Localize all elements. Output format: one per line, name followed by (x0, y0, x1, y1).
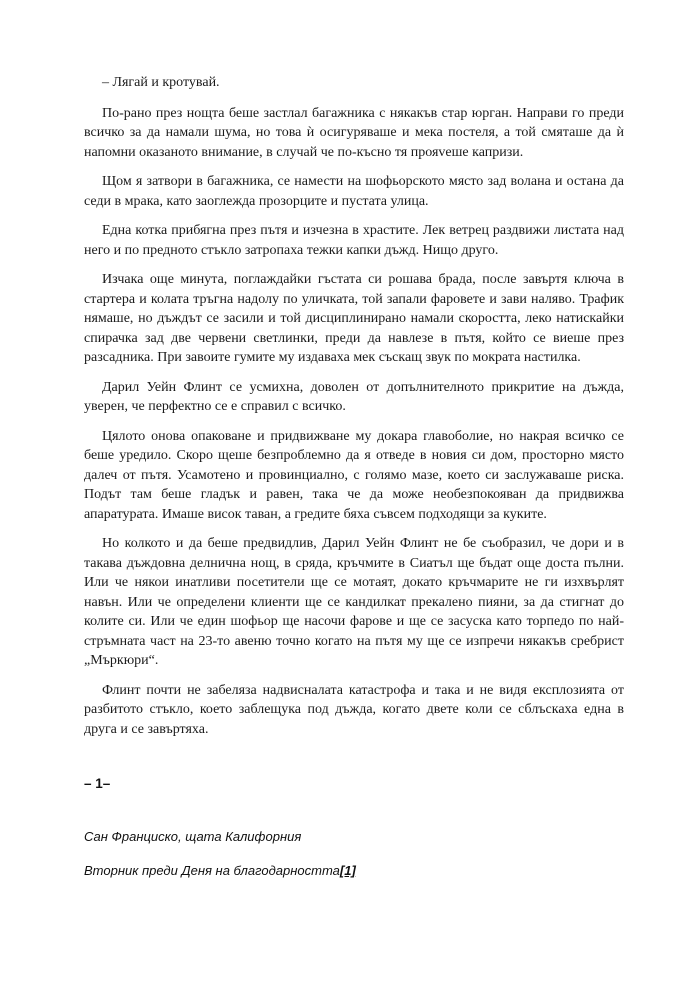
paragraph: Изчака още минута, поглаждайки гъстата си рошава брада, после завъртя ключа в стартера и колата тръгна надолу по уличката, той запали фаровете и зави наляво. Трафик нямаше, но дъждът се засили и той дисциплинирано намали скоростта, леко натискайки спирачка зад две червени светлинки, преди да навлезе в пътя, който се виеше през разсадника. При завоите гумите му издаваха мек съскащ звук по мократа настилка. (84, 272, 624, 365)
chapter-number: – 1– (84, 776, 111, 791)
paragraph: Щом я затвори в багажника, се намести на шофьорското място зад волана и остана да седи в мрака, като заоглежда прозорците и пустата улица. (84, 174, 624, 209)
footnote-link[interactable]: [1] (339, 863, 356, 878)
paragraph: Една котка прибягна през пътя и изчезна в храстите. Лек ветрец раздвижи листата над него и по предното стъкло затропаха тежки капки дъжд. Нищо друго. (84, 223, 624, 258)
paragraph: Цялото онова опаковане и придвижване му докара главоболие, но накрая всичко се беше уредило. Скоро щеше безпроблемно да я отведе в новия си дом, просторно място далеч от пътя. Усамотено и провинциално, с голямо мазе, което си заслужаваше риска. Подът там беше гладък и равен, така че да може необезпокояван да придвижва апаратурата. Имаше висок таван, а гредите бяха съвсем подходящи за куките. (84, 428, 624, 522)
paragraph: – Лягай и кротувай. (102, 75, 220, 90)
setting-place: Сан Франциско, щата Калифорния (84, 829, 302, 844)
paragraph: Но колкото и да беше предвидлив, Дарил Уейн Флинт не бе съобразил, че дори и в такава дъждовна делнична нощ, в сряда, кръчмите в Сиатъл ще бъдат още доста пълни. Или че някои инатливи посетители ще се мотаят, докато кръчмарите не ги изхвърлят навън. Или че определени клиенти ще се кандилкат прекалено пияни, за да стигнат до колите си. Или че един шофьор ще насочи фарове и ще се засуска като торпедо по най-стръмната част на 23-то авеню точно когато на пътя му ще се изпречи някакъв сребрист „Мъркюри“. (84, 536, 624, 668)
paragraph: Дарил Уейн Флинт се усмихна, доволен от допълнителното прикритие на дъжда, уверен, че перфектно се е справил с всичко. (84, 379, 624, 414)
paragraph: По-рано през нощта беше застлал багажника с някакъв стар юрган. Направи го преди всичко за да намали шума, но това ѝ осигуряваше и мека постеля, а той смяташе да ѝ напомни оказаното внимание, в случай че по-късно тя прояveше капризи. (84, 105, 624, 160)
body-text (84, 73, 624, 749)
setting-date (84, 863, 356, 878)
paragraph: Флинт почти не забеляза надвисналата катастрофа и така и не видя експлозията от разбитото стъкло, което заблещука под дъжда, когато двете коли се сблъскаха една в друга и се завъртяха. (84, 682, 624, 737)
setting-date-text: Вторник преди Деня на благодарността (84, 863, 340, 878)
